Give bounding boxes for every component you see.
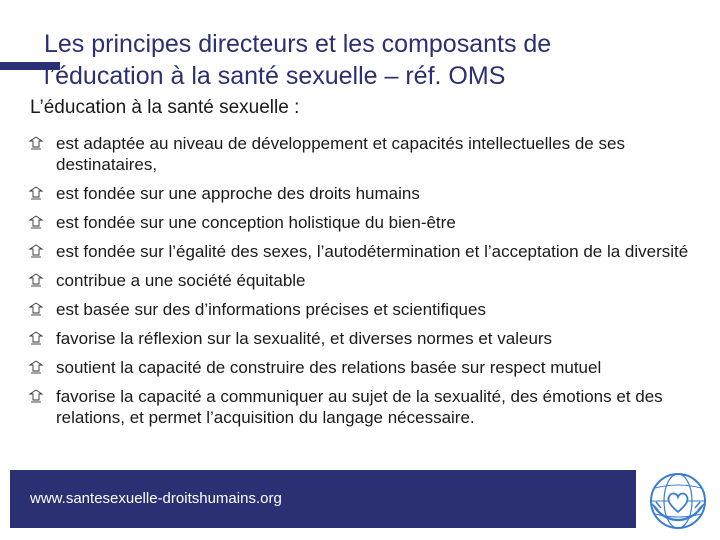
bullet-arrow-icon [28, 302, 44, 318]
bullet-arrow-icon [28, 273, 44, 289]
bullet-list [28, 133, 708, 436]
footer-band [10, 470, 636, 528]
slide-subtitle: L’éducation à la santé sexuelle : [30, 97, 300, 118]
bullet-item [28, 212, 708, 233]
bullet-item [28, 299, 708, 320]
bullet-arrow-icon [28, 360, 44, 376]
footer-url: www.santesexuelle-droitshumains.org [30, 490, 282, 507]
bullet-arrow-icon [28, 186, 44, 202]
slide-title [44, 28, 694, 92]
bullet-arrow-icon [28, 136, 44, 152]
bullet-arrow-icon [28, 389, 44, 405]
hands-heart-globe-logo-icon [640, 470, 716, 532]
bullet-text: soutient la capacité de construire des relations basée sur respect mutuel [56, 358, 602, 377]
bullet-arrow-icon [28, 215, 44, 231]
bullet-text: contribue a une société équitable [56, 271, 306, 290]
slide-title-line-2: l’éducation à la santé sexuelle – réf. OMS [44, 62, 506, 90]
bullet-item [28, 133, 708, 175]
bullet-text: est adaptée au niveau de développement et capacités intellectuelles de ses destinataires, [56, 134, 625, 174]
bullet-item [28, 357, 708, 378]
bullet-arrow-icon [28, 331, 44, 347]
bullet-item [28, 270, 708, 291]
bullet-item [28, 183, 708, 204]
bullet-text: favorise la réflexion sur la sexualité, et diverses normes et valeurs [56, 329, 553, 348]
bullet-item [28, 328, 708, 349]
bullet-item [28, 241, 708, 262]
bullet-text: favorise la capacité a communiquer au sujet de la sexualité, des émotions et des relations, et permet l’acquisition du langage nécessaire. [56, 387, 663, 427]
slide-title-line-1: Les principes directeurs et les composants de [44, 30, 552, 58]
bullet-arrow-icon [28, 244, 44, 260]
slide-footer [0, 470, 720, 540]
bullet-item [28, 386, 708, 428]
bullet-text: est basée sur des d’informations précises et scientifiques [56, 300, 486, 319]
bullet-text: est fondée sur une approche des droits humains [56, 184, 420, 203]
bullet-text: est fondée sur une conception holistique du bien-être [56, 213, 456, 232]
bullet-text: est fondée sur l’égalité des sexes, l’autodétermination et l’acceptation de la diversité [56, 242, 689, 261]
